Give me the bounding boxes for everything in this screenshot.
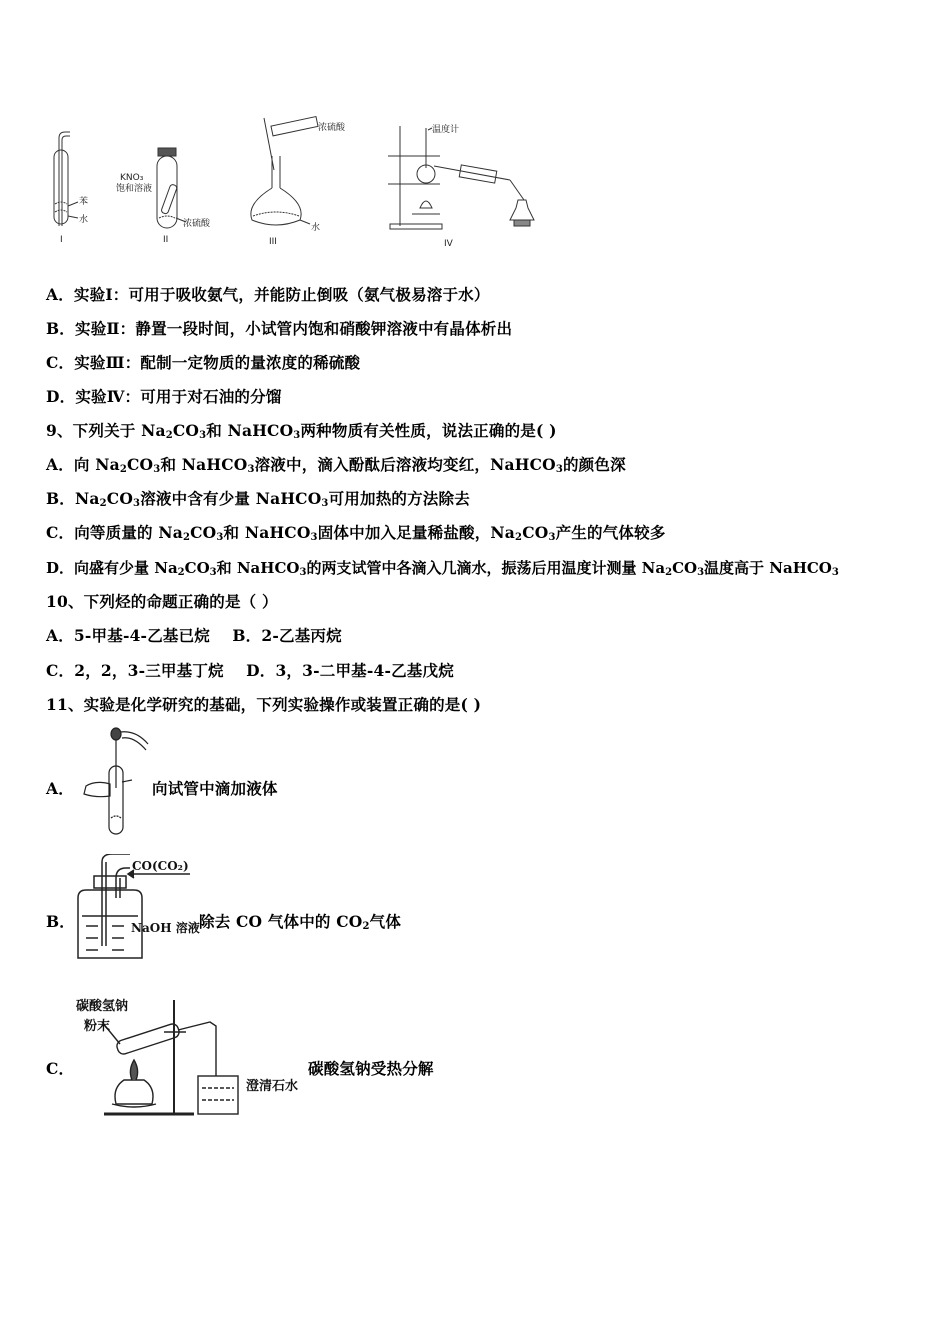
q10-options-row2: C．2，2，3-三甲基丁烷 D．3，3-二甲基-4-乙基戊烷 [46,661,454,680]
label-nahco3-powder-1: 碳酸氢钠 [76,999,129,1014]
gas-washing-bottle-figure [72,854,202,964]
dropper-test-tube-figure [76,726,156,838]
apparatus-iv [388,126,534,229]
q9-option-d: D．向盛有少量 $Na_2CO_3$和 NaHCO$_3$的两支试管中各滴入几滴水，振荡后用温度计测量 $Na_2CO_3$温度高于 NaHCO$_3$ [46,559,839,578]
heating-decomposition-figure [74,992,314,1120]
q8-option-a: A．实验Ⅰ：可用于吸收氨气，并能防止倒吸（氨气极易溶于水） [46,285,490,304]
label-conc-sulfuric-ii: 浓硫酸 [183,219,211,229]
q11-option-c-label: C． [46,1059,75,1078]
label-kno3: KNO₃ [120,173,144,183]
label-roman-ii: II [163,235,169,245]
apparatus-ii [157,148,186,228]
label-nahco3-powder-2: 粉末 [84,1019,111,1034]
label-thermometer: 温度计 [432,125,460,135]
q10-options-row1: A．5-甲基-4-乙基已烷 B．2-乙基丙烷 [46,626,342,645]
apparatus-iii [251,117,318,225]
q8-option-b: B．实验Ⅱ：静置一段时间，小试管内饱和硝酸钾溶液中有晶体析出 [46,319,513,338]
label-roman-iii: III [269,237,277,247]
q8-option-d: D．实验Ⅳ：可用于对石油的分馏 [46,387,282,406]
label-benzene: 苯 [79,197,89,207]
q9-option-a: A．向 $Na_2CO_3$和 NaHCO$_3$溶液中，滴入酚酞后溶液均变红，NaHCO$_3$的颜色深 [46,455,626,475]
label-roman-i: I [60,235,63,245]
q9-option-c: C．向等质量的 $Na_2CO_3$和 NaHCO$_3$固体中加入足量稀盐酸，$Na_2CO_3$产生的气体较多 [46,523,666,543]
q10-stem: 10、下列烃的命题正确的是（ ） [46,592,278,611]
label-limewater: 澄清石水 [246,1079,299,1094]
apparatus-i [54,132,78,226]
q11-option-a-text: 向试管中滴加液体 [152,779,278,798]
q9-option-b: B．$Na_2CO_3$溶液中含有少量 NaHCO$_3$可用加热的方法除去 [46,489,470,509]
label-conc-sulfuric-iii: 浓硫酸 [318,123,346,133]
label-water-i: 水 [79,215,89,225]
label-co-co2: CO(CO₂) [132,859,189,873]
label-water-iii: 水 [311,223,321,233]
q11-option-c-text: 碳酸氢钠受热分解 [308,1059,434,1078]
q11-stem: 11、实验是化学研究的基础，下列实验操作或装置正确的是( ) [46,695,482,714]
q9-stem: 9、下列关于 $Na_2CO_3$和 NaHCO$_3$两种物质有关性质，说法正确的是( ) [46,421,557,441]
q8-option-c: C．实验Ⅲ：配制一定物质的量浓度的稀硫酸 [46,353,361,372]
q11-option-a-label: A． [46,779,74,798]
label-naoh-solution: NaOH 溶液 [131,921,200,935]
label-saturated-solution: 饱和溶液 [116,184,153,194]
q11-option-b-text: 除去 CO 气体中的 $CO_2$气体 [199,912,402,932]
label-roman-iv: IV [444,239,453,249]
q11-option-b-label: B． [46,912,76,931]
apparatus-figure-i-iv [40,108,570,256]
